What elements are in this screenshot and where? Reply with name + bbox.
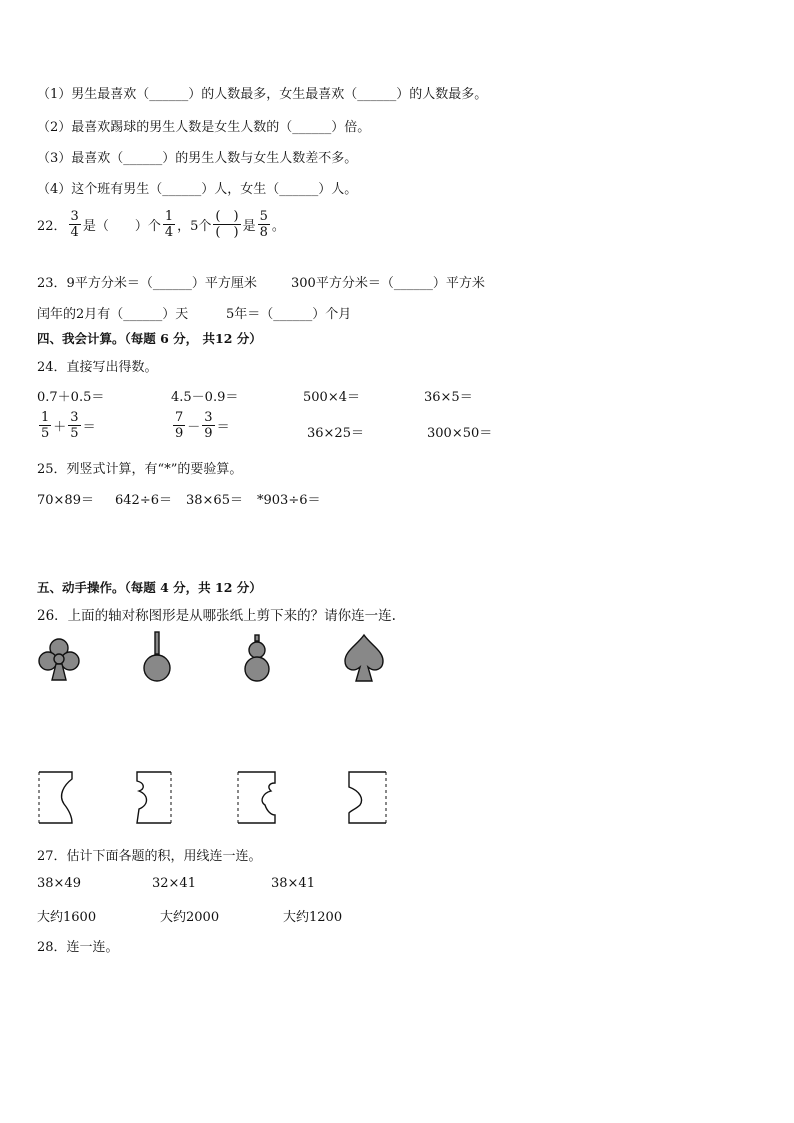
calc-1: 0.7＋0.5＝ <box>37 390 105 405</box>
q23-line-1b: 300平方分米＝（______）平方米 <box>291 276 485 291</box>
spade-shape <box>343 633 385 683</box>
fraction-difference <box>171 411 230 440</box>
calc-4: 36×5＝ <box>424 390 473 405</box>
vertical-calc-3: 38×65＝ <box>186 493 243 508</box>
q25-title: 25．列竖式计算，有“*”的要验算。 <box>37 462 243 477</box>
q27-title: 27．估计下面各题的积，用线连一连。 <box>37 849 262 864</box>
section-5-heading: 五、动手操作。（每题 4 分，共 12 分） <box>37 580 262 595</box>
q21-line-4: （4）这个班有男生（______）人，女生（______）人。 <box>37 182 358 197</box>
q22-number: 22． <box>37 219 67 234</box>
calc-3: 500×4＝ <box>303 390 360 405</box>
q22-text-3: 是 <box>242 219 256 234</box>
equals-sign: ＝ <box>216 420 230 435</box>
q27-expr-3: 38×41 <box>271 876 315 891</box>
q21-line-2: （2）最喜欢踢球的男生人数是女生人数的（______）倍。 <box>37 120 371 135</box>
club-shape <box>37 636 81 682</box>
paper-piece-3 <box>237 771 279 824</box>
q27-answer-2: 大约2000 <box>160 910 220 925</box>
q27-expr-2: 32×41 <box>152 876 196 891</box>
paper-piece-1 <box>38 771 76 824</box>
calc-6: 300×50＝ <box>427 426 493 441</box>
q21-line-1: （1）男生最喜欢（______）的人数最多，女生最喜欢（______）的人数最多。 <box>37 87 488 102</box>
calc-2: 4.5－0.9＝ <box>171 390 239 405</box>
fraction-blank: $\frac{( )}{( )}$ <box>215 209 239 240</box>
fraction-five-eighths: $\frac{5}{8}$ <box>259 209 268 240</box>
q21-line-3: （3）最喜欢（______）的男生人数与女生人数差不多。 <box>37 151 358 166</box>
vertical-calc-4: *903÷6＝ <box>257 493 321 508</box>
q22-text-2: ，5个 <box>177 219 212 234</box>
equals-sign: ＝ <box>82 420 96 435</box>
fraction-three-quarters: $\frac{3}{4}$ <box>70 209 79 240</box>
fraction-one-fifth: $\frac{1}{5}$ <box>41 410 50 441</box>
gourd-shape <box>243 633 271 683</box>
q22-text-end: 。 <box>271 219 285 234</box>
paper-piece-2 <box>133 771 173 824</box>
q27-answer-3: 大约1200 <box>283 910 343 925</box>
q22-line <box>37 210 285 239</box>
paper-piece-4 <box>346 771 388 824</box>
q24-title: 24．直接写出得数。 <box>37 360 158 375</box>
q27-expr-1: 38×49 <box>37 876 81 891</box>
fraction-seven-ninths: $\frac{7}{9}$ <box>175 410 184 441</box>
minus-sign: － <box>187 420 201 435</box>
q23-line-1a: 23．9平方分米＝（______）平方厘米 <box>37 276 257 291</box>
section-4-heading: 四、我会计算。（每题 6 分， 共12 分） <box>37 331 262 346</box>
q27-answer-1: 大约1600 <box>37 910 97 925</box>
q28-title: 28．连一连。 <box>37 940 119 955</box>
plus-sign: ＋ <box>53 420 67 435</box>
calc-5: 36×25＝ <box>307 426 364 441</box>
fraction-sum <box>37 411 96 440</box>
paddle-shape <box>140 630 174 682</box>
q22-text-1: 是（ ）个 <box>82 219 161 234</box>
vertical-calc-1: 70×89＝ <box>37 493 94 508</box>
vertical-calc-2: 642÷6＝ <box>115 493 172 508</box>
fraction-three-fifths: $\frac{3}{5}$ <box>70 410 79 441</box>
fraction-one-quarter: $\frac{1}{4}$ <box>164 209 174 240</box>
q26-title: 26．上面的轴对称图形是从哪张纸上剪下来的？请你连一连. <box>37 608 396 624</box>
q23-line-2a: 闰年的2月有（______）天 <box>37 307 189 322</box>
fraction-three-ninths: $\frac{3}{9}$ <box>204 410 213 441</box>
q23-line-2b: 5年＝（______）个月 <box>226 307 352 322</box>
